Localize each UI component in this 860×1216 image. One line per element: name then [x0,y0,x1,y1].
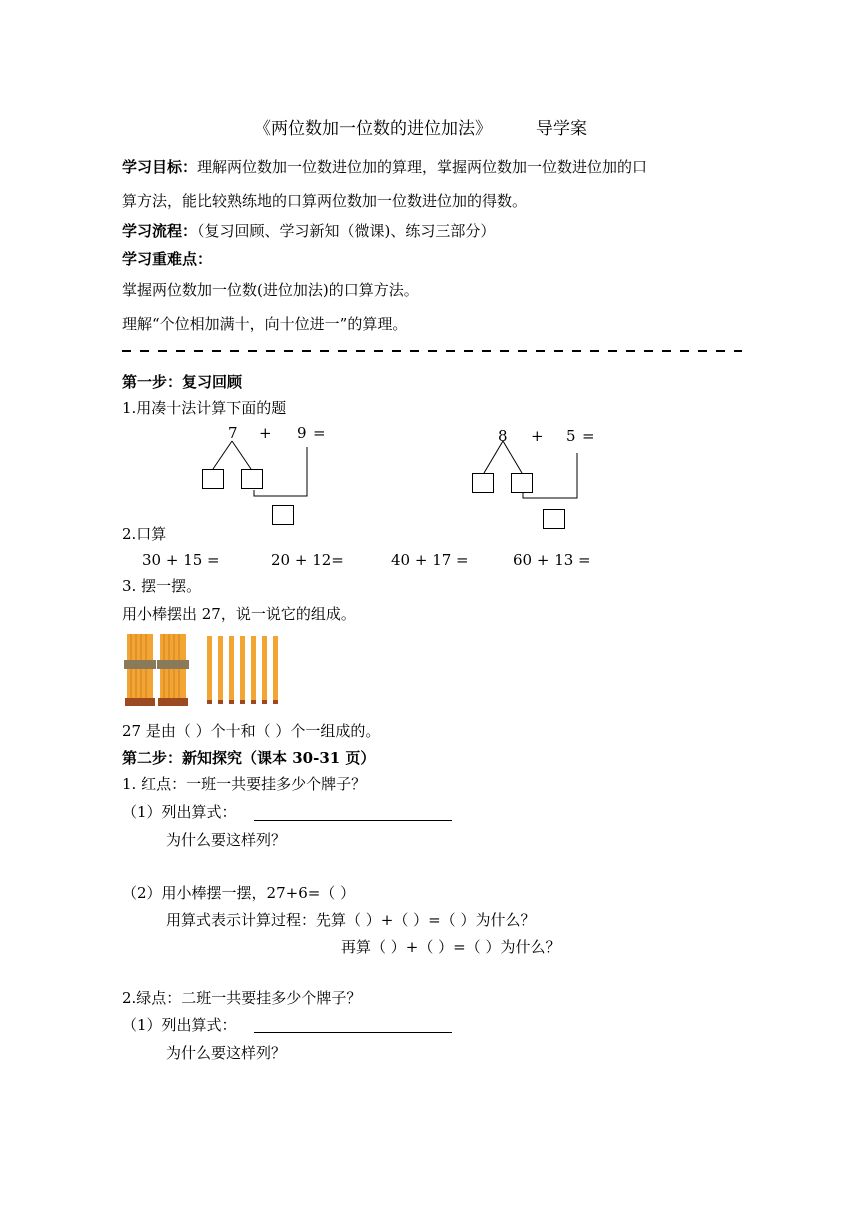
bundle-of-ten-icon [124,634,156,706]
single-stick-icon [273,636,278,704]
eq2-eq: = [582,427,595,445]
key-label: 学习重难点： [122,250,213,268]
eq2-a: 8 [498,427,508,445]
process-line: 学习流程：（复习回顾、学习新知（微课)、练习三部分） [122,222,496,240]
single-stick-icon [262,636,267,704]
eq1-eq: = [313,424,326,442]
oral-item: 60 + 13 = [513,551,591,569]
eq1-op: + [259,424,272,442]
fill-blank-composition: 27 是由（ ）个十和（ ）个一组成的。 [122,722,381,740]
formula-answer-line[interactable] [254,820,452,821]
question-1: 1.用凑十法计算下面的题 [122,399,287,417]
question-3-text: 用小棒摆出 27，说一说它的组成。 [122,605,356,623]
single-stick-icon [240,636,245,704]
step1-heading: 第一步：复习回顾 [122,373,243,391]
question-2: 2.口算 [122,525,167,543]
key-line2: 理解“个位相加满十，向十位进一”的算理。 [122,315,408,333]
oral-item: 30 + 15 = [142,551,220,569]
formula-answer-line[interactable] [254,1032,452,1033]
key-line1: 掌握两位数加一位数(进位加法)的口算方法。 [122,281,419,299]
eq1-b: 9 [297,424,307,442]
step2-heading: 第二步：新知探究（课本 30-31 页） [122,749,376,767]
oral-item: 40 + 17 = [391,551,469,569]
eq2-op: + [531,427,544,445]
red-point-question: 1. 红点：一班一共要挂多少个牌子？ [122,775,367,793]
green-formula-label: （1）列出算式： [122,1016,237,1034]
why-prompt: 为什么要这样列？ [166,1044,287,1062]
single-stick-icon [218,636,223,704]
sticks-question: （2）用小棒摆一摆，27+6=（ ） [122,884,356,902]
goals-line2: 算方法，能比较熟练地的口算两位数加一位数进位加的得数。 [122,192,528,210]
eq2-b: 5 [566,427,576,445]
bundle-of-ten-icon [157,634,189,706]
red-formula-label: （1）列出算式： [122,803,237,821]
why-prompt: 为什么要这样列？ [166,831,287,849]
green-point-question: 2.绿点：二班一共要挂多少个牌子？ [122,989,362,1007]
single-stick-icon [229,636,234,704]
process-step-2: 再算（ ）+（ ）=（ ）为什么？ [341,938,561,956]
question-3: 3. 摆一摆。 [122,577,202,595]
goals-line1: 学习目标：理解两位数加一位数进位加的算理，掌握两位数加一位数进位加的口 [122,158,648,176]
eq1-a: 7 [228,424,238,442]
single-stick-icon [207,636,212,704]
page-title: 《两位数加一位数的进位加法》 导学案 [254,119,587,139]
oral-item: 20 + 12= [271,551,344,569]
single-stick-icon [251,636,256,704]
process-step-1: 用算式表示计算过程：先算（ ）+（ ）=（ ）为什么？ [166,911,536,929]
